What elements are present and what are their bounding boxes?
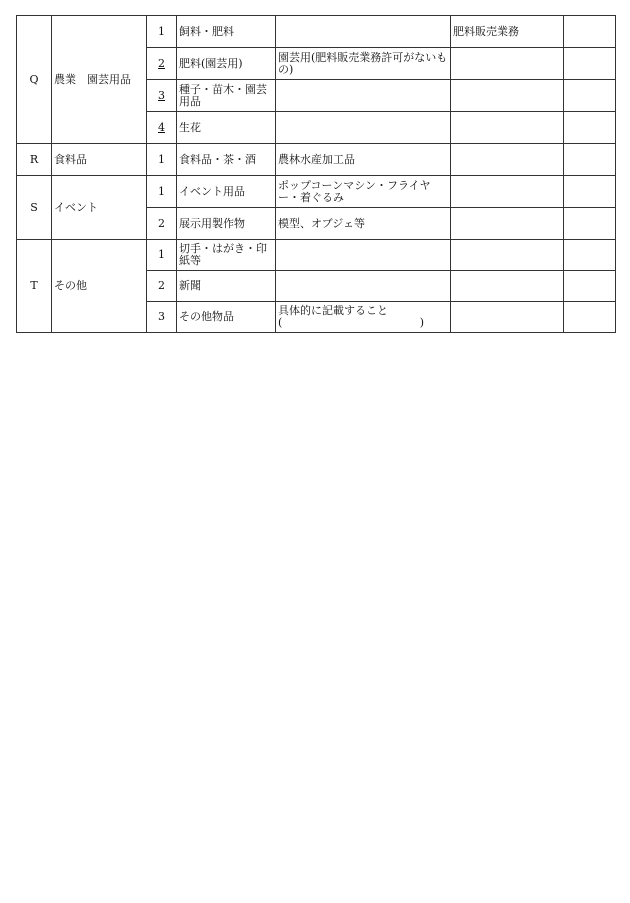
category-name: 食料品 xyxy=(52,144,147,176)
empty-cell xyxy=(564,48,616,80)
item-name: 新聞 xyxy=(177,271,276,302)
empty-cell xyxy=(564,271,616,302)
item-name: 種子・苗木・園芸用品 xyxy=(177,80,276,112)
item-note xyxy=(276,240,451,271)
item-number: 1 xyxy=(147,144,177,176)
item-name: その他物品 xyxy=(177,302,276,333)
empty-cell xyxy=(564,208,616,240)
category-table xyxy=(16,15,616,333)
table-row xyxy=(17,240,616,271)
item-note xyxy=(276,112,451,144)
item-license xyxy=(451,208,564,240)
item-name: 生花 xyxy=(177,112,276,144)
item-number: 1 xyxy=(147,240,177,271)
item-number xyxy=(147,112,177,144)
item-license xyxy=(451,176,564,208)
item-note: 模型、オブジェ等 xyxy=(276,208,451,240)
empty-cell xyxy=(564,240,616,271)
table-row xyxy=(17,144,616,176)
category-code: S xyxy=(17,176,52,240)
item-name: 切手・はがき・印紙等 xyxy=(177,240,276,271)
open-paren: ( xyxy=(278,316,283,329)
item-note: ポップコーンマシン・フライヤー・着ぐるみ xyxy=(276,176,451,208)
category-code: R xyxy=(17,144,52,176)
item-number xyxy=(147,80,177,112)
item-number xyxy=(147,48,177,80)
empty-cell xyxy=(564,112,616,144)
empty-cell xyxy=(564,144,616,176)
note-instruction: 具体的に記載すること xyxy=(278,304,388,317)
item-name: 肥料(園芸用) xyxy=(177,48,276,80)
item-license xyxy=(451,80,564,112)
item-number: 1 xyxy=(147,176,177,208)
item-number-text: 2 xyxy=(158,56,165,70)
empty-cell xyxy=(564,80,616,112)
item-note xyxy=(276,16,451,48)
empty-cell xyxy=(564,302,616,333)
item-number: 1 xyxy=(147,16,177,48)
empty-cell xyxy=(564,176,616,208)
item-number: 2 xyxy=(147,208,177,240)
item-license xyxy=(451,48,564,80)
item-number: 3 xyxy=(147,302,177,333)
item-note xyxy=(276,271,451,302)
item-license xyxy=(451,240,564,271)
category-name: イベント xyxy=(52,176,147,240)
item-note xyxy=(276,302,451,333)
note-blank-parentheses xyxy=(278,317,424,329)
category-name: その他 xyxy=(52,240,147,333)
table-row xyxy=(17,16,616,48)
item-name: 食料品・茶・酒 xyxy=(177,144,276,176)
close-paren: ) xyxy=(419,316,424,329)
item-number-text: 3 xyxy=(158,88,165,102)
item-note: 農林水産加工品 xyxy=(276,144,451,176)
table-row xyxy=(17,176,616,208)
item-note: 園芸用(肥料販売業務許可がないもの) xyxy=(276,48,451,80)
empty-cell xyxy=(564,16,616,48)
item-name: 飼料・肥料 xyxy=(177,16,276,48)
item-license: 肥料販売業務 xyxy=(451,16,564,48)
item-license xyxy=(451,144,564,176)
category-name: 農業 園芸用品 xyxy=(52,16,147,144)
item-license xyxy=(451,112,564,144)
item-note xyxy=(276,80,451,112)
item-license xyxy=(451,302,564,333)
item-name: 展示用製作物 xyxy=(177,208,276,240)
item-license xyxy=(451,271,564,302)
item-number: 2 xyxy=(147,271,177,302)
item-name: イベント用品 xyxy=(177,176,276,208)
category-code: Q xyxy=(17,16,52,144)
item-number-text: 4 xyxy=(158,120,165,134)
category-code: T xyxy=(17,240,52,333)
